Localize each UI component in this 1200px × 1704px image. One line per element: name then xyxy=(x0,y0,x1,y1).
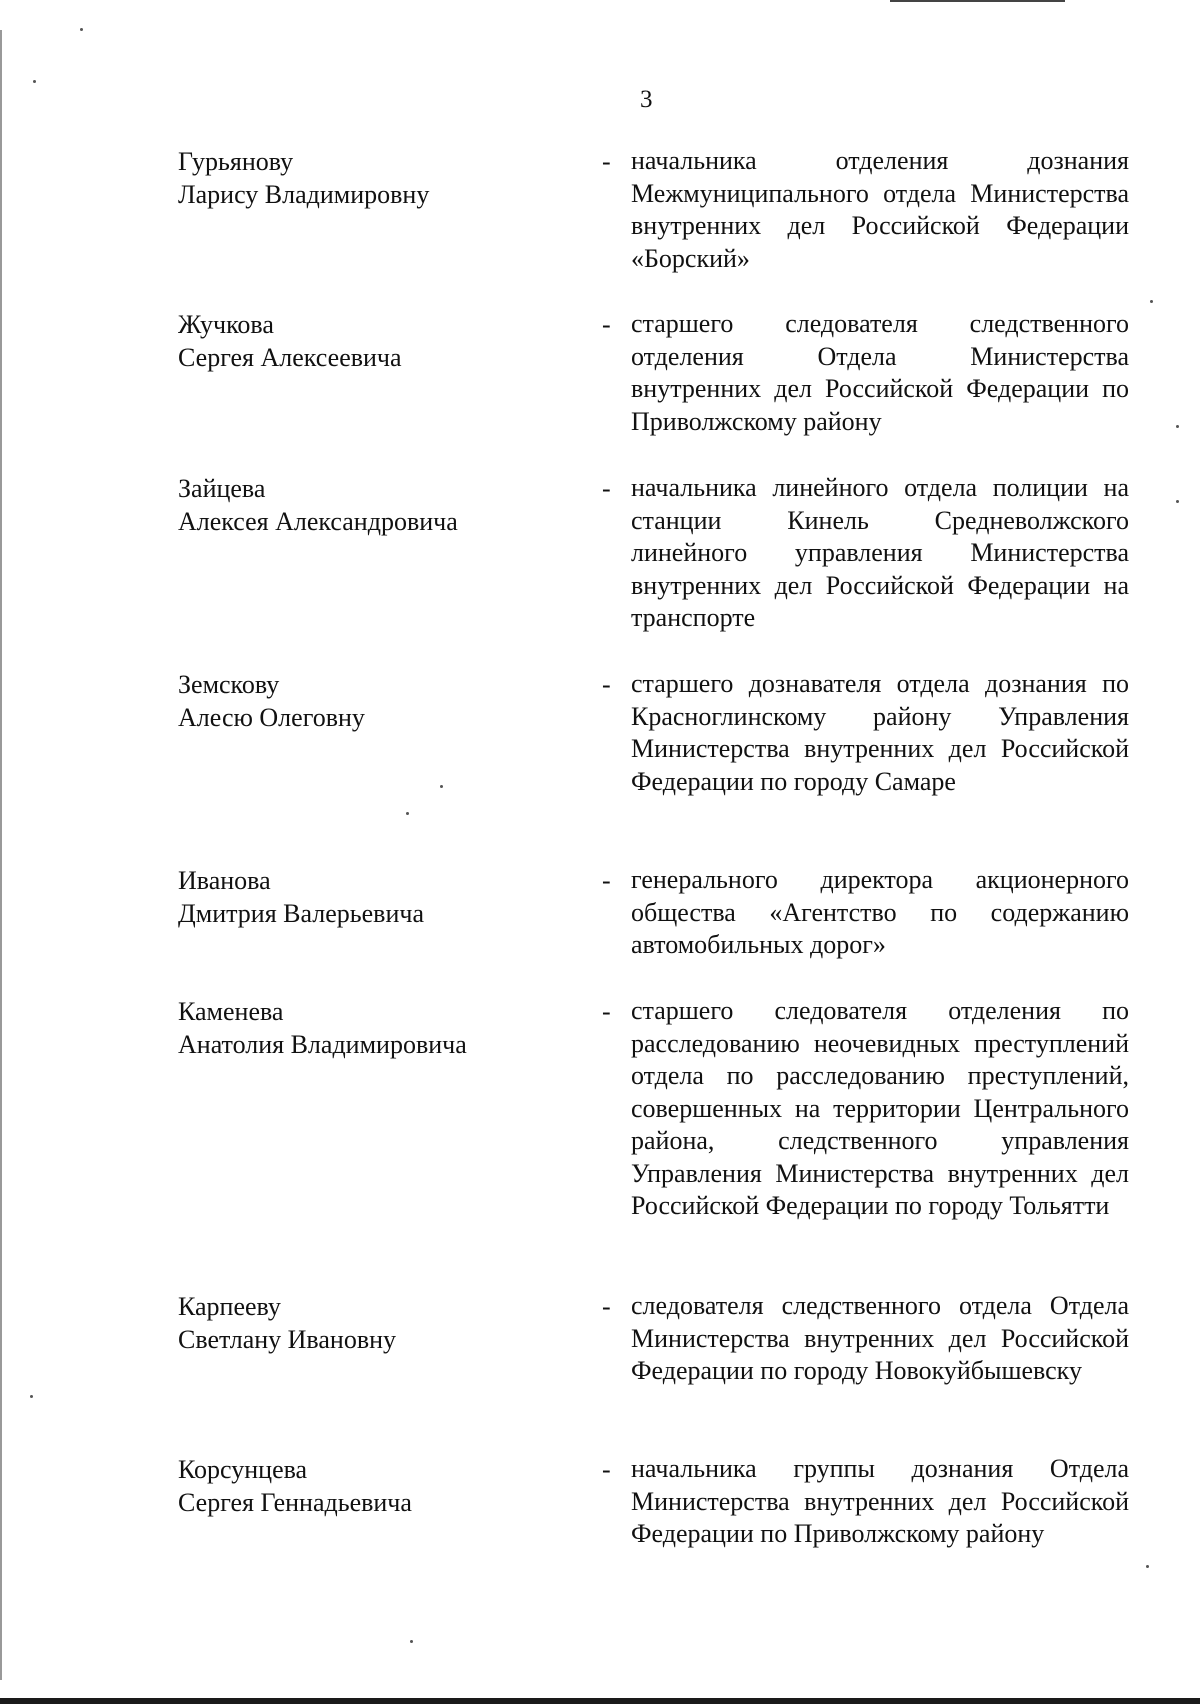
given-names: Ларису Владимировну xyxy=(178,180,430,209)
scan-speck xyxy=(30,1395,33,1398)
dash: - xyxy=(602,997,611,1026)
person-name xyxy=(178,472,558,538)
dash: - xyxy=(602,866,611,895)
surname: Корсунцева xyxy=(178,1455,308,1484)
scan-speck xyxy=(410,1640,413,1643)
given-names: Анатолия Владимировича xyxy=(178,1030,467,1059)
position-description: начальника отделения дознания Межмуниципального отдела Министерства внутренних дел Российской Федерации «Борский» xyxy=(631,146,1129,273)
surname: Каменева xyxy=(178,997,284,1026)
surname: Иванова xyxy=(178,866,271,895)
position-description: следователя следственного отдела Отдела Министерства внутренних дел Российской Федерации по городу Новокуйбышевску xyxy=(631,1291,1129,1385)
scan-speck xyxy=(406,812,409,815)
surname: Зайцева xyxy=(178,474,266,503)
position-description: начальника линейного отдела полиции на станции Кинель Средневолжского линейного управления Министерства внутренних дел Российской Федерации на транспорте xyxy=(631,473,1129,632)
surname: Жучкова xyxy=(178,310,274,339)
scan-speck xyxy=(440,785,443,788)
position-description: старшего дознавателя отдела дознания по Красноглинскому району Управления Министерства внутренних дел Российской Федерации по городу Самаре xyxy=(631,669,1129,796)
given-names: Алесю Олеговну xyxy=(178,703,365,732)
dash: - xyxy=(602,474,611,503)
surname: Карпееву xyxy=(178,1292,281,1321)
person-name xyxy=(178,145,558,211)
page-number: 3 xyxy=(640,86,653,113)
scan-speck xyxy=(1176,500,1179,503)
position-description: старшего следователя отделения по расследованию неочевидных преступлений отдела по расследованию преступлений, совершенных на территории Центрального района, следственного управления Управления Министерства внутренних дел Российской Федерации по городу Тольятти xyxy=(631,996,1129,1220)
surname: Земскову xyxy=(178,670,280,699)
bottom-edge-line xyxy=(0,1698,1200,1704)
person-name xyxy=(178,864,558,930)
given-names: Алексея Александровича xyxy=(178,507,458,536)
person-name xyxy=(178,995,558,1061)
person-name xyxy=(178,1453,558,1519)
position-description: старшего следователя следственного отделения Отдела Министерства внутренних дел Российской Федерации по Приволжскому району xyxy=(631,309,1129,436)
dash: - xyxy=(602,1292,611,1321)
person-name xyxy=(178,1290,558,1356)
position-description: генерального директора акционерного общества «Агентство по содержанию автомобильных дорог» xyxy=(631,865,1129,959)
scan-speck xyxy=(33,80,36,83)
scan-speck xyxy=(1146,1565,1149,1568)
person-name xyxy=(178,308,558,374)
dash: - xyxy=(602,670,611,699)
given-names: Дмитрия Валерьевича xyxy=(178,899,424,928)
given-names: Светлану Ивановну xyxy=(178,1325,397,1354)
person-name xyxy=(178,668,558,734)
scan-speck xyxy=(80,28,83,31)
given-names: Сергея Алексеевича xyxy=(178,343,402,372)
given-names: Сергея Геннадьевича xyxy=(178,1488,412,1517)
scan-speck xyxy=(1176,425,1179,428)
dash: - xyxy=(602,147,611,176)
surname: Гурьянову xyxy=(178,147,294,176)
position-description: начальника группы дознания Отдела Министерства внутренних дел Российской Федерации по Приволжскому району xyxy=(631,1454,1129,1548)
dash: - xyxy=(602,1455,611,1484)
scan-speck xyxy=(1150,300,1153,303)
dash: - xyxy=(602,310,611,339)
